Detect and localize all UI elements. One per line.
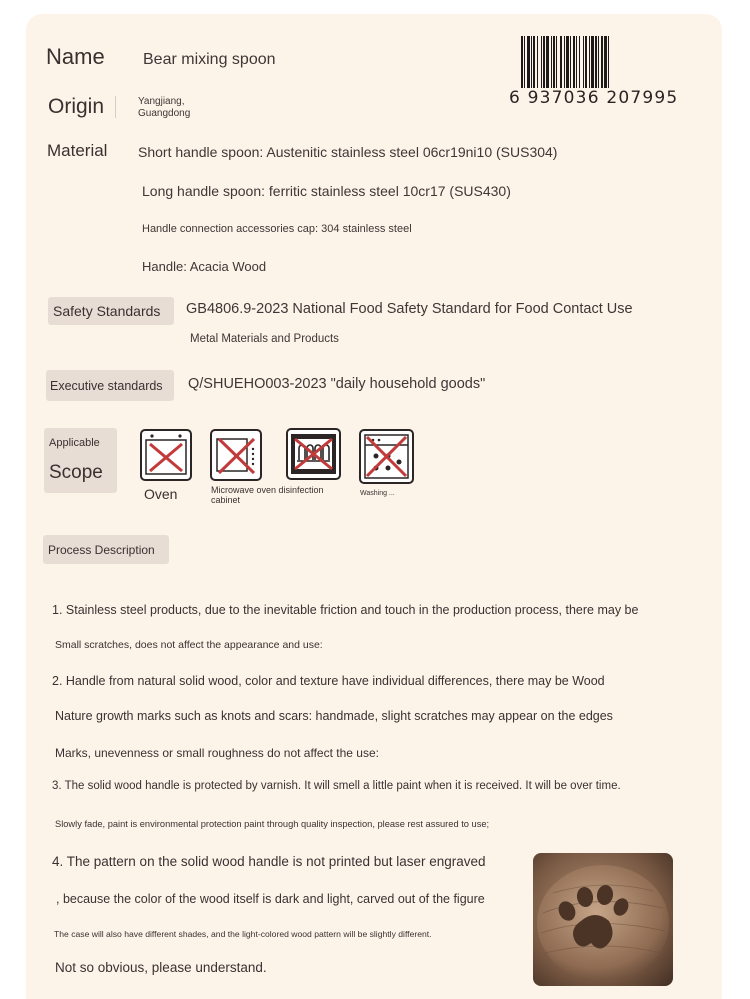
scope-tag — [44, 428, 117, 493]
origin-label: Origin — [48, 95, 105, 118]
material-item-2: Long handle spoon: ferritic stainless steel 10cr17 (SUS430) — [142, 183, 511, 199]
process-label: Process Description — [48, 543, 155, 557]
process-line-1: 1. Stainless steel products, due to the inevitable friction and touch in the production process, there may be — [52, 603, 639, 617]
process-line-11: Not so obvious, please understand. — [55, 960, 267, 975]
oven-prohibited-icon — [140, 429, 192, 481]
material-item-1: Short handle spoon: Austenitic stainless steel 06cr19ni10 (SUS304) — [138, 144, 558, 160]
barcode-digits: 6 937036 207995 — [509, 88, 679, 108]
executive-tag — [46, 370, 174, 401]
process-tag — [43, 535, 169, 564]
scope-label-big: Scope — [49, 462, 103, 483]
material-item-3: Handle connection accessories cap: 304 stainless steel — [142, 223, 412, 235]
process-line-8: 4. The pattern on the solid wood handle is not printed but laser engraved — [52, 854, 486, 869]
barcode — [509, 36, 697, 108]
bear-paw-handle-photo — [533, 853, 673, 986]
process-line-5: Marks, unevenness or small roughness do not affect the use: — [55, 746, 379, 760]
process-line-3: 2. Handle from natural solid wood, color and texture have individual differences, there may be Wood — [52, 674, 605, 688]
dish-rack-prohibited-icon — [286, 428, 341, 480]
process-line-2: Small scratches, does not affect the appearance and use: — [55, 639, 323, 651]
scope-label-small: Applicable — [49, 437, 100, 449]
process-line-4: Nature growth marks such as knots and scars: handmade, slight scratches may appear on the edges — [55, 709, 613, 723]
safety-label: Safety Standards — [53, 303, 161, 319]
process-line-10: The case will also have different shades, and the light-colored wood pattern will be slightly different. — [54, 929, 432, 939]
origin-line1: Yangjiang, — [138, 96, 185, 107]
spec-card — [26, 14, 722, 999]
scope-caption-microwave — [211, 485, 336, 505]
scope-caption-dishwasher: Washing ... — [360, 490, 395, 497]
origin-divider — [115, 96, 116, 118]
process-line-9: , because the color of the wood itself is dark and light, carved out of the figure — [56, 892, 485, 906]
process-line-6: 3. The solid wood handle is protected by varnish. It will smell a little paint when it is received. It will be over time. — [52, 780, 621, 792]
safety-line1: GB4806.9-2023 National Food Safety Standard for Food Contact Use — [186, 301, 633, 317]
material-label: Material — [47, 141, 108, 160]
scope-caption-oven: Oven — [144, 486, 178, 502]
safety-line2: Metal Materials and Products — [190, 333, 339, 345]
name-label: Name — [46, 44, 105, 69]
process-line-7: Slowly fade, paint is environmental protection paint through quality inspection, please rest assured to use; — [55, 819, 490, 829]
material-item-4: Handle: Acacia Wood — [142, 259, 267, 274]
scope-caption-microwave-text: Microwave oven disinfection cabinet — [211, 485, 324, 505]
dishwasher-prohibited-icon — [359, 429, 414, 484]
executive-label: Executive standards — [50, 379, 163, 393]
executive-value: Q/SHUEHO003-2023 "daily household goods" — [188, 376, 486, 392]
safety-tag — [48, 297, 174, 325]
origin-line2: Guangdong — [138, 108, 191, 119]
name-value: Bear mixing spoon — [143, 51, 276, 68]
microwave-prohibited-icon — [210, 429, 262, 481]
